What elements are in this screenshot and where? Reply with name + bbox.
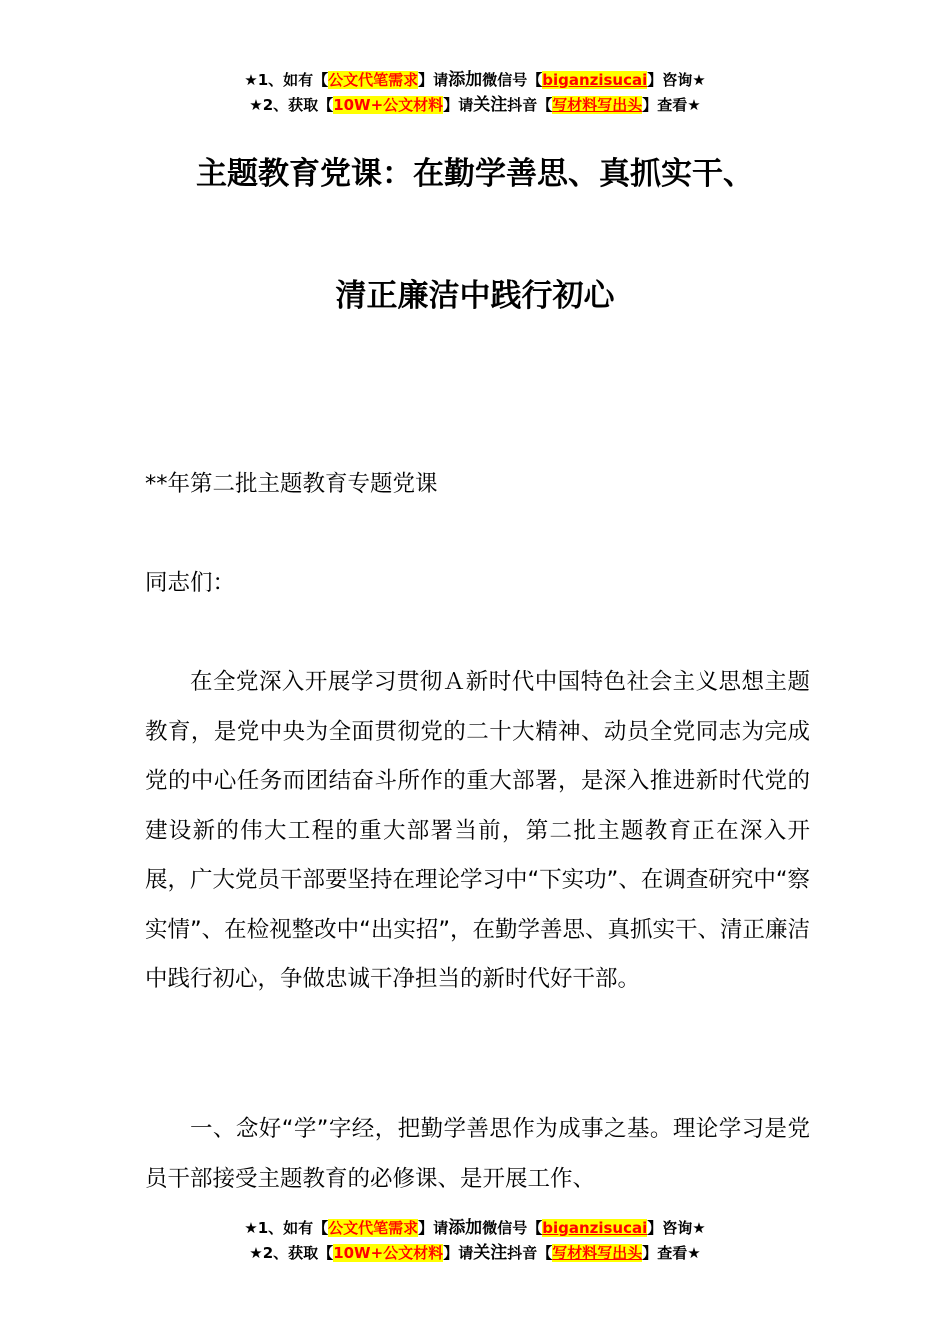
ad-emphasis: 添加 — [448, 1218, 483, 1238]
ad-text: 】查看★ — [642, 96, 701, 114]
ad-text: 】查看★ — [642, 1244, 701, 1262]
ad-highlight-service: 公文代笔需求 — [328, 71, 419, 89]
ad-wechat-id-link[interactable]: biganzisucai — [542, 1219, 648, 1237]
ad-emphasis: 关注 — [473, 1243, 508, 1263]
ad-emphasis: 添加 — [448, 70, 483, 90]
ad-wechat-id-link[interactable]: biganzisucai — [542, 71, 648, 89]
ad-text: 】咨询★ — [647, 71, 706, 89]
header-ad-line-2 — [0, 93, 950, 118]
ad-text: 】请 — [443, 96, 474, 114]
header-ad-line-1 — [0, 68, 950, 93]
document-title-line-1: 主题教育党课：在勤学善思、真抓实干、 — [196, 156, 754, 192]
ad-text: ★1、如有【 — [244, 71, 329, 89]
ad-text: 抖音【 — [507, 96, 553, 114]
ad-emphasis: 关注 — [473, 95, 508, 115]
header-ad — [0, 68, 950, 118]
greeting: 同志们： — [145, 570, 236, 596]
ad-douyin-account-link[interactable]: 写材料写出头 — [552, 1244, 643, 1262]
footer-ad — [0, 1216, 950, 1266]
ad-text: ★2、获取【 — [249, 96, 334, 114]
footer-ad-line-2 — [0, 1241, 950, 1266]
document-title-line-2: 清正廉洁中践行初心 — [335, 278, 615, 314]
footer-ad-line-1 — [0, 1216, 950, 1241]
ad-text: 】请 — [418, 1219, 449, 1237]
ad-text: ★1、如有【 — [244, 1219, 329, 1237]
body-paragraph-2: 一、念好“学”字经，把勤学善思作为成事之基。理论学习是党员干部接受主题教育的必修课、是开展工作、 — [145, 1116, 810, 1192]
ad-highlight-materials: 10W+公文材料 — [333, 96, 444, 114]
ad-text: 】请 — [418, 71, 449, 89]
body-paragraph-1: 在全党深入开展学习贯彻Ａ新时代中国特色社会主义思想主题教育，是党中央为全面贯彻党的二十大精神、动员全党同志为完成党的中心任务而团结奋斗所作的重大部署，是深入推进新时代党的建设新的伟大工程的重大部署当前，第二批主题教育正在深入开展，广大党员干部要坚持在理论学习中“下实功”、在调查研究中“察实情”、在检视整改中“出实招”，在勤学善思、真抓实干、清正廉洁中践行初心，争做忠诚干净担当的新时代好干部。 — [145, 669, 810, 992]
ad-text: 抖音【 — [507, 1244, 553, 1262]
ad-text: 】请 — [443, 1244, 474, 1262]
ad-douyin-account-link[interactable]: 写材料写出头 — [552, 96, 643, 114]
ad-text: 微信号【 — [482, 1219, 543, 1237]
document-subtitle: **年第二批主题教育专题党课 — [145, 471, 438, 497]
ad-text: 微信号【 — [482, 71, 543, 89]
ad-highlight-service: 公文代笔需求 — [328, 1219, 419, 1237]
ad-text: ★2、获取【 — [249, 1244, 334, 1262]
ad-text: 】咨询★ — [647, 1219, 706, 1237]
ad-highlight-materials: 10W+公文材料 — [333, 1244, 444, 1262]
